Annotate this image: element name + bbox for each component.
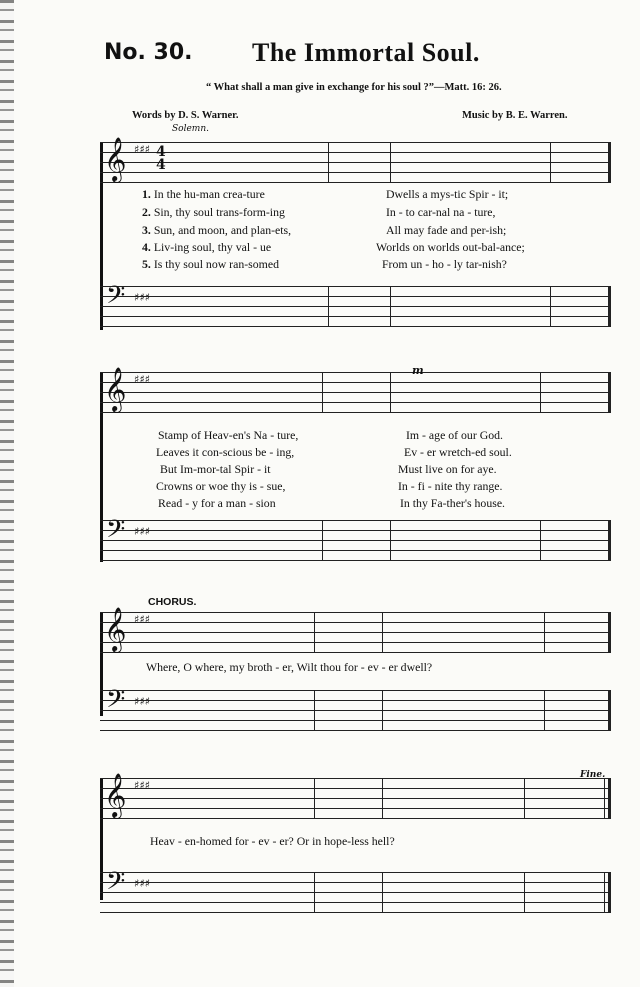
time-top: 4 xyxy=(156,144,166,160)
bass-staff-1 xyxy=(100,281,610,330)
key-signature-sharps: ♯♯♯ xyxy=(134,877,150,890)
bass-clef-icon: 𝄢 xyxy=(106,685,126,720)
verse-line-9: Crowns or woe thy is - sue, xyxy=(156,479,286,493)
chorus-line-2: Heav - en-homed for - ev - er? Or in hope-less hell? xyxy=(150,834,395,848)
key-signature-sharps: ♯♯♯ xyxy=(134,779,150,792)
hymn-number: No. 30. xyxy=(104,40,193,65)
words-credit: Words by D. S. Warner. xyxy=(132,110,239,121)
time-bottom: 4 xyxy=(156,157,166,173)
key-signature-sharps: ♯♯♯ xyxy=(134,695,150,708)
verse-line-5: 5. Is thy soul now ran-somed xyxy=(142,257,279,271)
verse-line-1: 1. In the hu-man crea-ture xyxy=(142,187,265,201)
bass-staff-4 xyxy=(100,867,610,916)
verse-line-10: Read - y for a man - sion xyxy=(158,496,276,510)
bass-clef-icon: 𝄢 xyxy=(106,281,126,316)
verse-line-5b: From un - ho - ly tar-nish? xyxy=(382,257,507,271)
verse-line-9b: In - fi - nite thy range. xyxy=(398,479,503,493)
fine-marking: Fine. xyxy=(580,770,606,780)
hymn-title: The Immortal Soul. xyxy=(252,38,480,67)
bass-staff-3 xyxy=(100,685,610,734)
bass-clef-icon: 𝄢 xyxy=(106,515,126,550)
verse-line-7: Leaves it con-scious be - ing, xyxy=(156,445,295,459)
verse-line-4: 4. Liv-ing soul, thy val - ue xyxy=(142,240,272,254)
page-edge-scan-artifact xyxy=(0,0,14,987)
verse-line-3: 3. Sun, and moon, and plan-ets, xyxy=(142,223,292,237)
key-signature-sharps: ♯♯♯ xyxy=(134,373,150,386)
verse-line-6b: Im - age of our God. xyxy=(406,428,503,442)
key-signature-sharps: ♯♯♯ xyxy=(134,525,150,538)
key-signature-sharps: ♯♯♯ xyxy=(134,613,150,626)
chorus-line-1: Where, O where, my broth - er, Wilt thou for - ev - er dwell? xyxy=(146,660,433,674)
treble-clef-icon: 𝄞 xyxy=(104,607,127,651)
treble-clef-icon: 𝄞 xyxy=(104,367,127,411)
verse-line-10b: In thy Fa-ther's house. xyxy=(400,496,506,510)
treble-staff-3 xyxy=(100,607,610,656)
verse-line-8b: Must live on for aye. xyxy=(398,462,497,476)
verse-line-1b: Dwells a mys-tic Spir - it; xyxy=(386,187,509,201)
verse-line-2: 2. Sin, thy soul trans-form-ing xyxy=(142,205,285,219)
verse-line-3b: All may fade and per-ish; xyxy=(386,223,507,237)
treble-clef-icon: 𝄞 xyxy=(104,137,127,181)
key-signature-sharps: ♯♯♯ xyxy=(134,143,150,156)
verse-line-2b: In - to car-nal na - ture, xyxy=(386,205,496,219)
verse-line-7b: Ev - er wretch-ed soul. xyxy=(404,445,512,459)
treble-staff-1 xyxy=(100,137,610,186)
treble-staff-2 xyxy=(100,367,610,416)
verse-line-6: Stamp of Heav-en's Na - ture, xyxy=(158,428,299,442)
dynamic-marking: m xyxy=(412,364,424,377)
verse-line-8: But Im-mor-tal Spir - it xyxy=(160,462,271,476)
chorus-label: CHORUS. xyxy=(148,596,197,608)
scripture-quote: “ What shall a man give in exchange for his soul ?”—Matt. 16: 26. xyxy=(206,82,502,93)
verse-line-4b: Worlds on worlds out-bal-ance; xyxy=(376,240,525,254)
tempo-marking: Solemn. xyxy=(172,124,209,134)
bass-clef-icon: 𝄢 xyxy=(106,867,126,902)
treble-clef-icon: 𝄞 xyxy=(104,773,127,817)
music-credit: Music by B. E. Warren. xyxy=(462,110,568,121)
key-signature-sharps: ♯♯♯ xyxy=(134,291,150,304)
time-signature xyxy=(156,146,166,172)
bass-staff-2 xyxy=(100,515,610,564)
